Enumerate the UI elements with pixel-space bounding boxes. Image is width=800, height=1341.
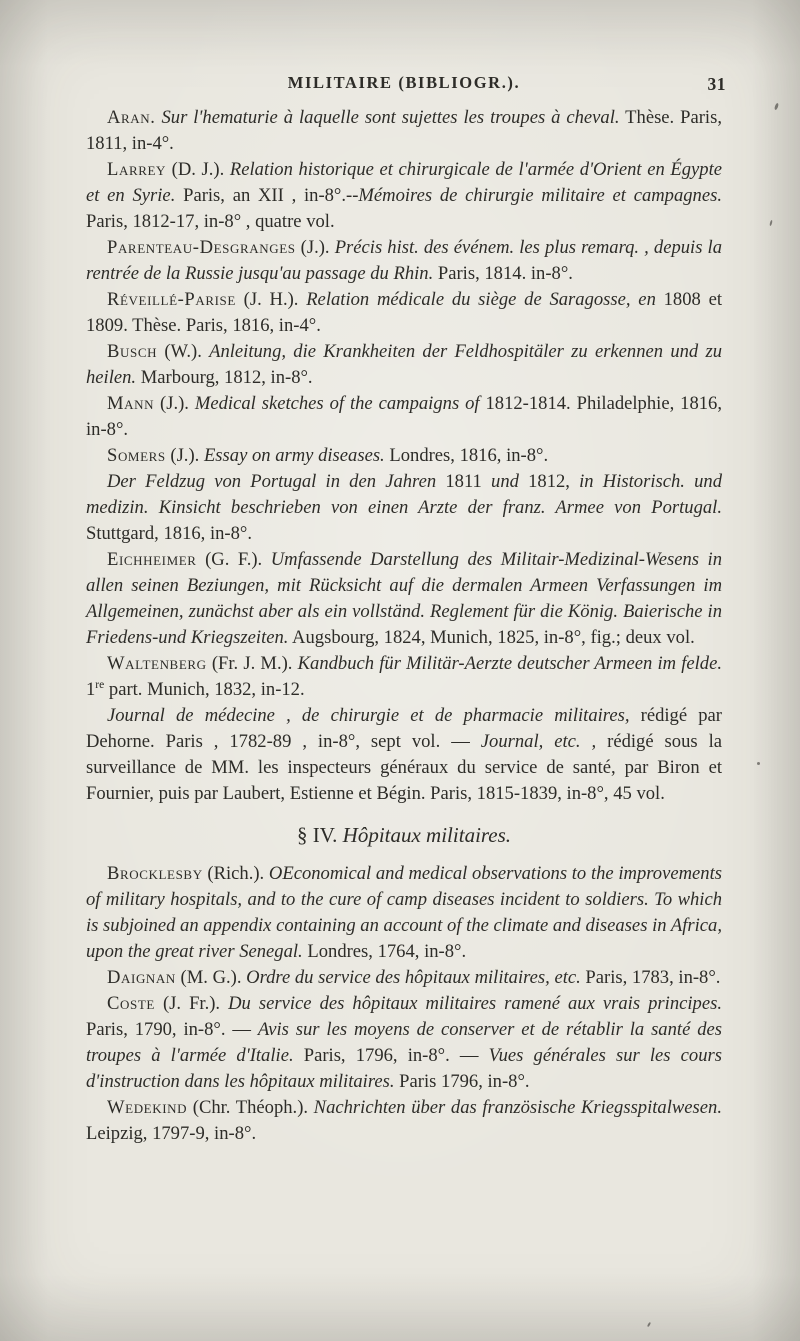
bib-entry — [86, 1095, 722, 1147]
entry-segment-r: (G. F.). — [196, 549, 271, 570]
entry-segment-r: (D. J.). — [166, 159, 230, 180]
entry-segment-r: Thèse. Paris, 1811, in-4°. — [86, 107, 722, 154]
entry-segment-r: (M. G.). — [175, 967, 247, 988]
entry-segment-r: rédigé sous la surveillance de MM. les inspecteurs généraux du service de santé, par Biron et Fournier, puis par Laubert, Estienne et Bégin. Paris, 1815-1839, in-8°, 45 vol. — [86, 731, 722, 804]
entry-segment-sc: Waltenberg — [107, 653, 207, 674]
entry-segment-r: Leipzig, 1797-9, in-8°. — [86, 1123, 257, 1144]
scan-artifact — [769, 220, 772, 226]
entry-segment-r: Paris, 1814. in-8°. — [433, 263, 573, 284]
entry-segment-r: part. Munich, 1832, in-12. — [104, 679, 305, 700]
bib-entry — [86, 469, 722, 547]
entry-segment-i: Relation médicale du siège de Saragosse, en — [306, 289, 656, 310]
entry-segment-r: Londres, 1816, in-8°. — [384, 445, 549, 466]
bib-entry — [86, 651, 722, 703]
entry-segment-sc: Mann — [107, 393, 155, 414]
entry-segment-r: (J. Fr.). — [154, 993, 229, 1014]
entry-segment-i: Relation historique et chirurgicale de l'armée d'Orient en Égypte et en Syrie. — [86, 159, 722, 206]
entry-segment-r: (W.). — [157, 341, 210, 362]
entry-segment-sc: Réveillé-Parise — [107, 289, 236, 310]
bib-entry — [86, 287, 722, 339]
entry-segment-i: Der Feldzug von Portugal in den Jahren — [107, 471, 437, 492]
entry-segment-r: rédigé par Dehorne. Paris , 1782-89 , in-8°, sept vol. — — [86, 705, 722, 752]
bib-entry — [86, 391, 722, 443]
bibliography-entries-bottom — [86, 861, 722, 1147]
entry-segment-r: 1808 et 1809. Thèse. Paris, 1816, in-4°. — [86, 289, 722, 336]
entry-segment-sup: re — [95, 678, 105, 691]
entry-segment-r: Paris, 1790, in-8°. — — [86, 1019, 258, 1040]
entry-segment-r: Paris, an XII , in-8°.-- — [175, 185, 359, 206]
entry-segment-i: Nachrichten über das französische Kriegsspitalwesen. — [313, 1097, 722, 1118]
entry-segment-r: Marbourg, 1812, in-8°. — [136, 367, 313, 388]
entry-segment-i: Medical sketches of the campaigns of — [194, 393, 480, 414]
entry-segment-sc: Daignan — [107, 967, 176, 988]
entry-segment-i: Vues générales sur les cours d'instruction dans les hôpitaux militaires. — [86, 1045, 722, 1092]
bibliography-entries-top — [86, 105, 722, 807]
entry-segment-i: Essay on army diseases. — [203, 445, 385, 466]
entry-segment-r: Augsbourg, 1824, Munich, 1825, in-8°, fig.; deux vol. — [288, 627, 695, 648]
page-number: 31 — [707, 74, 726, 94]
entry-segment-sc: Somers — [107, 445, 166, 466]
entry-segment-i: Ordre du service des hôpitaux militaires, etc. — [246, 967, 581, 988]
entry-segment-i: Sur l'hematurie à laquelle sont sujettes les troupes à cheval. — [155, 107, 620, 128]
entry-segment-r: Paris, 1796, in-8°. — — [293, 1045, 489, 1066]
entry-segment-sc: Wedekind — [107, 1097, 188, 1118]
entry-segment-r: 1812, — [518, 471, 580, 492]
entry-segment-r: (J.). — [154, 393, 195, 414]
scan-artifact — [757, 762, 760, 765]
entry-segment-i: Journal de médecine , de chirurgie et de pharmacie militaires, — [107, 705, 630, 726]
running-head — [86, 70, 726, 96]
entry-segment-sc: Coste — [107, 993, 155, 1014]
entry-segment-r: (J. H.). — [235, 289, 307, 310]
bib-entry — [86, 339, 722, 391]
entry-segment-i: Umfassende Darstellung des Militair-Medizinal-Wesens in allen seinen Beziungen, mit Rücksicht auf die dermalen Armeen Verfassungen im Allgemeinen, zunächst aber als ein vollständ. Reglement für die König. Baierische in Friedens-und Kriegszeiten. — [86, 549, 723, 648]
bib-entry — [86, 235, 722, 287]
entry-segment-i: Journal, etc. , — [480, 731, 597, 752]
bib-entry — [86, 443, 722, 469]
section-heading — [86, 822, 722, 848]
entry-segment-r: (J.). — [165, 445, 204, 466]
entry-segment-r: 1 — [86, 679, 96, 700]
section-title: Hôpitaux militaires. — [342, 823, 512, 847]
entry-segment-sc: Busch — [107, 341, 158, 362]
bib-entry — [86, 105, 722, 157]
entry-segment-i: Du service des hôpitaux militaires ramené aux vrais principes. — [228, 993, 722, 1014]
entry-segment-i: Kandbuch für Militär-Aerzte deutscher Armeen im felde. — [297, 653, 722, 674]
entry-segment-r: (Fr. J. M.). — [206, 653, 298, 674]
entry-segment-r: 1812-1814. Philadelphie, 1816, in-8°. — [86, 393, 722, 440]
scan-artifact — [647, 1322, 651, 1327]
entry-segment-i: Précis hist. des événem. les plus remarq. , depuis la rentrée de la Russie jusqu'au passage du Rhin. — [86, 237, 723, 284]
entry-segment-i: OEconomical and medical observations to the improvements of military hospitals, and to the cure of camp diseases incident to soldiers. To which is subjoined an appendix containing an account of the climate and diseases in Africa, upon the great river Senegal. — [86, 863, 722, 962]
entry-segment-i: Mémoires de chirurgie militaire et campagnes. — [358, 185, 722, 206]
entry-segment-i: Anleitung, die Krankheiten der Feldhospitäler zu erkennen und zu heilen. — [86, 341, 722, 388]
entry-segment-i: in Historisch. und medizin. Kinsicht beschrieben von einen Arzte der franz. Armee von Portugal. — [86, 471, 722, 518]
entry-segment-r: Paris 1796, in-8°. — [394, 1071, 530, 1092]
entry-segment-r: Stuttgard, 1816, in-8°. — [86, 523, 252, 544]
bib-entry — [86, 861, 722, 965]
bib-entry — [86, 547, 722, 651]
entry-segment-r: 1811 — [436, 471, 492, 492]
entry-segment-i: Avis sur les moyens de conserver et de rétablir la santé des troupes à l'armée d'Italie. — [86, 1019, 722, 1066]
entry-segment-r: (Chr. Théoph.). — [187, 1097, 314, 1118]
entry-segment-sc: Brocklesby — [107, 863, 203, 884]
entry-segment-sc: Eichheimer — [107, 549, 197, 570]
bib-entry — [86, 965, 722, 991]
bib-entry — [86, 703, 722, 807]
section-number: § IV. — [296, 823, 338, 847]
bib-entry — [86, 157, 722, 235]
entry-segment-r: Londres, 1764, in-8°. — [302, 941, 467, 962]
entry-segment-r: (J.). — [295, 237, 335, 258]
entry-segment-r: (Rich.). — [202, 863, 269, 884]
entry-segment-i: und — [491, 471, 519, 492]
bib-entry — [86, 991, 722, 1095]
entry-segment-sc: Parenteau-Desgranges — [107, 237, 296, 258]
entry-segment-r: Paris, 1783, in-8°. — [580, 967, 721, 988]
entry-segment-r: Paris, 1812-17, in-8° , quatre vol. — [86, 211, 335, 232]
entry-segment-sc: Aran. — [107, 107, 156, 128]
scan-artifact — [774, 103, 779, 111]
entry-segment-sc: Larrey — [107, 159, 167, 180]
running-title: MILITAIRE (BIBLIOGR.). — [287, 73, 521, 92]
